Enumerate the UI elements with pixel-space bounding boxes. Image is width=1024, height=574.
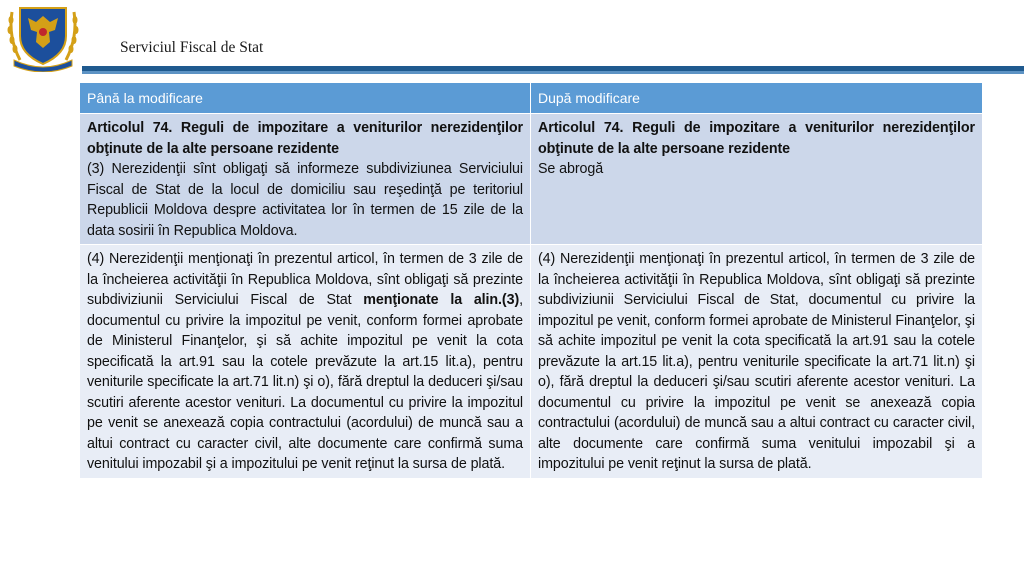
paragraph-text-part2: , documentul cu privire la impozitul pe venit, conform formei aprobate de Ministerul Finanţelor, şi să achite impozitul pe venit la cota specificată la art.91 sau la cotele prevăzute la art.15 lit.a), pentru veniturile specificate la art.71 lit.n) şi o), fără dreptul la deduceri şi/sau scutiri aferente acestor venituri. La documentul cu privire la impozitul pe venit se anexează copia contractului (acordului) de muncă sau a altui contract cu caracter civil, alte documente care confirmă suma venitului impozabil şi a impozitului pe venit reţinut la sursa de plată. [87,292,523,472]
organization-name: Serviciul Fiscal de Stat [120,39,264,56]
table-header-row [80,83,983,114]
comparison-table [79,82,983,479]
table-row [80,114,983,245]
cell-before-paragraph-4 [80,245,531,479]
column-header-after: După modificare [531,83,983,114]
paragraph-text: (4) Nerezidenţii menţionaţi în prezentul articol, în termen de 3 zile de la încheierea activităţii în Republica Moldova, sînt obligaţi să prezinte subdiviziunii Serviciului Fiscal de Stat, documentul cu privire la impozitul pe venit, conform formei aprobate de Ministerul Finanţelor, şi să achite impozitul pe venit la cota specificată la art.91 sau la cotele prevăzute la art.15 lit.a), pentru veniturile specificate la art.71 lit.n) şi o), fără dreptul la deduceri şi/sau scutiri aferente acestor venituri. La documentul cu privire la impozitul pe venit se anexează copia contractului (acordului) de muncă sau a altui contract cu caracter civil, alte documente care confirmă suma venitului impozabil şi a impozitului pe venit reţinut la sursa de plată. [538,251,976,472]
cell-after-paragraph-4 [531,245,983,479]
article-paragraph: Se abrogă [538,161,604,177]
paragraph-text-part1: (4) Nerezidenţii menţionaţi în prezentul articol, în termen de 3 zile de la încheierea activităţii în Republica Moldova, sînt obligaţi să prezinte subdiviziunii Serviciului Fiscal de Stat [87,251,523,308]
cell-before-article-74 [80,114,531,245]
paragraph-text-bold: menţionate la alin.(3) [363,292,520,308]
cell-after-article-74 [531,114,983,245]
table-row [80,245,983,479]
article-title: Articolul 74. Reguli de impozitare a veniturilor nerezidenţilor obţinute de la alte persoane rezidente [538,120,975,157]
slide-header [0,0,1024,75]
article-title: Articolul 74. Reguli de impozitare a veniturilor nerezidenţilor obţinute de la alte persoane rezidente [87,120,523,157]
column-header-before: Până la modificare [80,83,531,114]
coat-of-arms-shield-eagle-icon [6,2,80,72]
article-paragraph: (3) Nerezidenţii sînt obligaţi să informeze subdiviziunea Serviciului Fiscal de Stat de la locul de domiciliu sau reşedinţă pe teritoriul Republicii Moldova despre activitatea lor în termen de 15 zile de la data sosirii în Republica Moldova. [87,161,523,239]
header-rule-accent [82,71,1024,74]
